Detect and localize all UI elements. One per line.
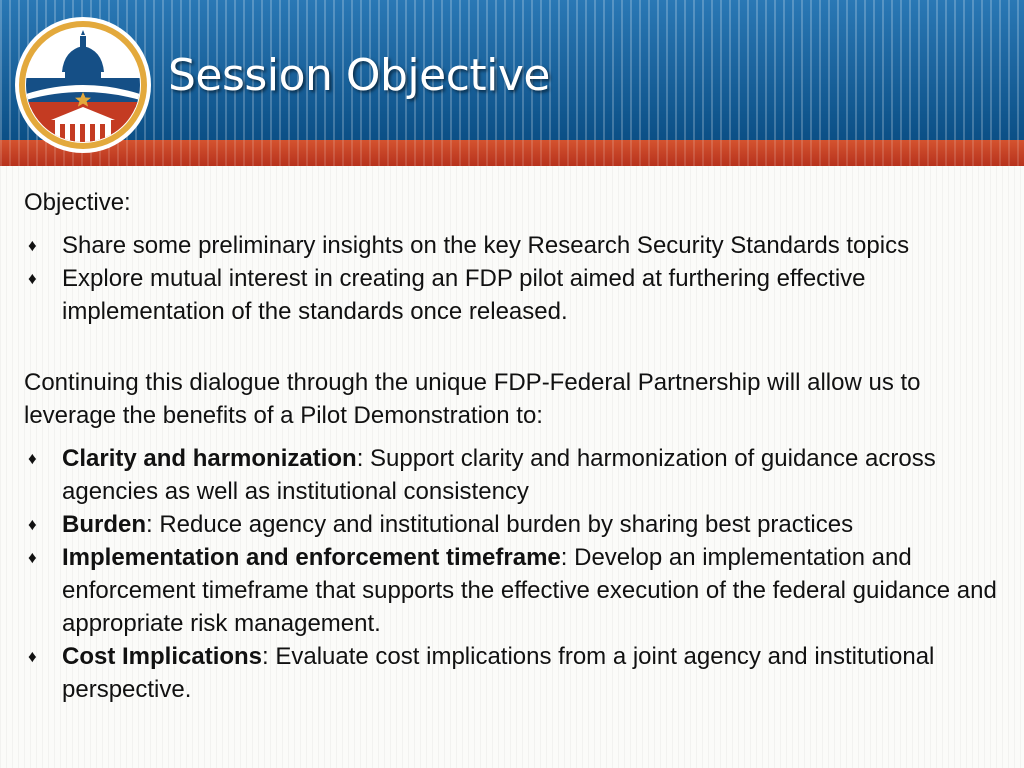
diamond-bullet-icon: ♦	[28, 515, 37, 534]
objective-item-text: Share some preliminary insights on the key Research Security Standards topics	[62, 232, 910, 259]
benefit-text: : Develop an implementation and enforcement timeframe that supports the effective execution of the federal guidance and appropriate risk management.	[62, 544, 997, 637]
objective-list	[24, 229, 1004, 328]
list-item	[24, 442, 1004, 508]
benefit-text: : Evaluate cost implications from a joint agency and institutional perspective.	[62, 643, 935, 703]
benefit-text: : Reduce agency and institutional burden by sharing best practices	[146, 511, 854, 538]
benefit-text: : Support clarity and harmonization of guidance across agencies as well as institutional consistency	[62, 445, 936, 505]
list-item	[24, 262, 1004, 328]
objective-label: Objective:	[24, 189, 131, 216]
benefits-intro: Continuing this dialogue through the unique FDP-Federal Partnership will allow us to leverage the benefits of a Pilot Demonstration to:	[24, 369, 921, 429]
capitol-dome-logo-icon	[14, 16, 152, 154]
diamond-bullet-icon: ♦	[28, 269, 37, 288]
benefit-heading: Burden	[62, 511, 146, 538]
objective-item-text: Explore mutual interest in creating an FDP pilot aimed at furthering effective implementation of the standards once released.	[62, 265, 866, 325]
list-item	[24, 508, 1004, 541]
diamond-bullet-icon: ♦	[28, 647, 37, 666]
benefit-heading: Implementation and enforcement timeframe	[62, 544, 561, 571]
benefit-heading: Clarity and harmonization	[62, 445, 357, 472]
list-item	[24, 229, 1004, 262]
list-item	[24, 541, 1004, 640]
page-title: Session Objective	[168, 50, 550, 101]
slide-content	[24, 186, 1004, 706]
header-red-stripe	[0, 140, 1024, 166]
diamond-bullet-icon: ♦	[28, 236, 37, 255]
benefits-list	[24, 442, 1004, 706]
diamond-bullet-icon: ♦	[28, 548, 37, 567]
benefit-heading: Cost Implications	[62, 643, 263, 670]
list-item	[24, 640, 1004, 706]
diamond-bullet-icon: ♦	[28, 449, 37, 468]
